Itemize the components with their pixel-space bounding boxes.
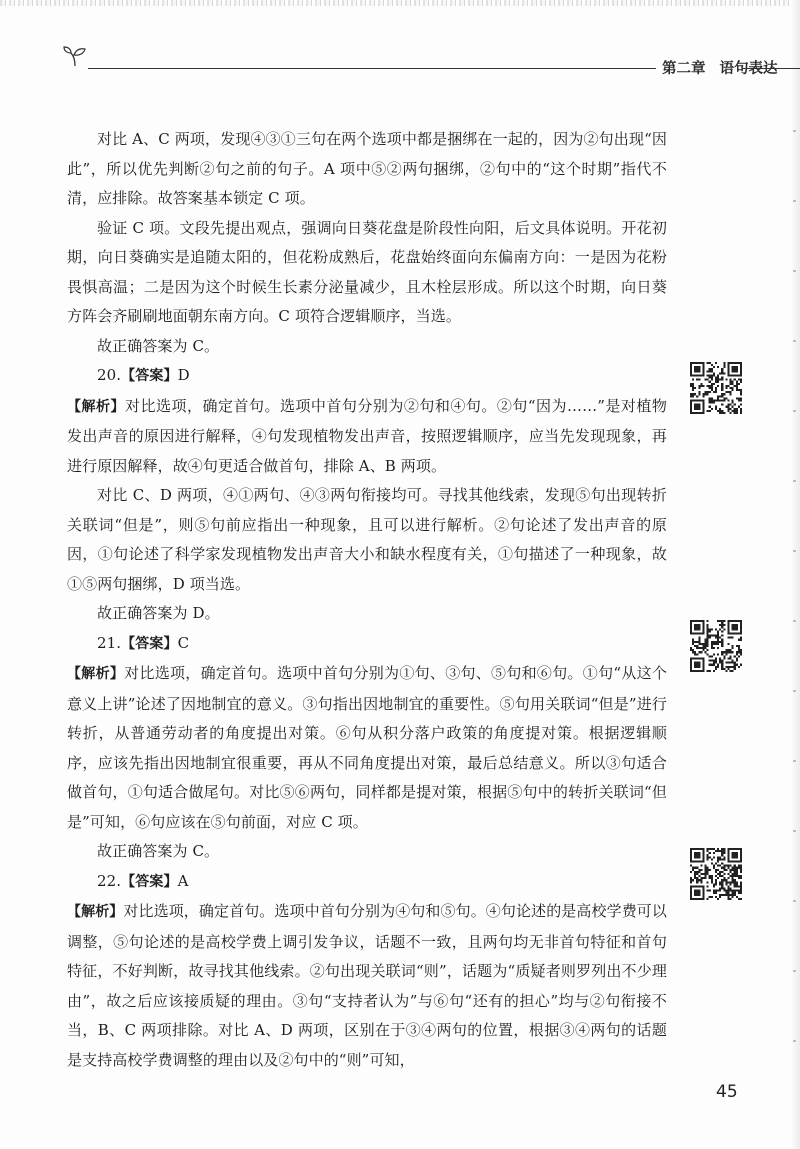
main-text [67,125,667,1075]
page-number: 45 [716,1082,738,1102]
page-edge-marks [793,90,796,1090]
question-number: 22. [97,871,122,890]
qr-code-graphic [690,620,742,672]
question-20-answer [67,361,667,392]
qr-code-icon[interactable] [690,848,742,900]
paragraph: 故正确答案为 C。 [97,336,220,355]
leaf-icon [62,44,88,68]
qr-code-graphic [690,362,742,414]
header-rule [88,68,656,69]
answer-label: 【答案】 [121,635,178,652]
conclusion: 故正确答案为 D。 [97,604,220,622]
page-header [62,40,800,80]
answer-value: C [177,633,190,652]
question-20-analysis [67,392,667,482]
paragraph: 验证 C 项。文段先提出观点，强调向日葵花盘是阶段性向阳，后文具体说明。开花初期，向日葵确实是追随太阳的，但花粉成熟后，花盘始终面向东偏南方向：一是因为花粉畏惧高温；二是因为这个时候生长素分泌量减少，且木栓层形成。所以这个时期，向日葵方阵会齐刷刷地面朝东南方向。C 项符合逻辑顺序，当选。 [67,218,667,325]
answer-value: D [177,366,190,384]
qr-code-icon[interactable] [690,362,742,414]
question-number: 20. [97,366,122,384]
qr-code-icon[interactable] [690,620,742,672]
question-number: 21. [97,633,122,652]
analysis-label: 【解析】 [67,904,124,920]
analysis-text: 对比选项，确定首句。选项中首句分别为②句和④句。②句“因为……”是对植物发出声音的原因进行解释，④句发现植物发出声音，按照逻辑顺序，应当先发现现象，再进行原因解释，故④句更适合做首句，排除 A、B 两项。 [67,396,667,475]
paragraph: 对比 A、C 两项，发现④③①三句在两个选项中都是捆绑在一起的，因为②句出现“因此”，所以优先判断②句之前的句子。A 项中⑤②两句捆绑，②句中的“这个时期”指代不清，应排除。故答案基本锁定 C 项。 [67,130,667,207]
analysis-label: 【解析】 [67,398,125,415]
qr-code-graphic [690,848,742,900]
question-22-analysis [67,897,667,1075]
chapter-number: 第二章 [662,61,706,77]
scan-edge [0,0,800,6]
analysis-text: 对比选项，确定首句。选项中首句分别为①句、③句、⑤句和⑥句。①句“从这个意义上讲”论述了因地制宜的意义。③句指出因地制宜的重要性。⑤句用关联词“但是”进行转折，从普通劳动者的角度提出对策。⑥句从积分落户政策的角度提对策。根据逻辑顺序，应该先指出因地制宜很重要，再从不同角度提出对策，最后总结意义。所以③句适合做首句，①句适合做尾句。对比⑤⑥两句，同样都是提对策，根据⑤句中的转折关联词“但是”可知，⑥句应该在⑤句前面，对应 C 项。 [67,664,667,831]
header-rule-tail [742,68,800,69]
question-21-analysis [67,659,667,837]
question-22-answer [67,867,667,898]
paragraph: 对比 C、D 两项，④①两句、④③两句衔接均可。寻找其他线索，发现⑤句出现转折关联词“但是”，则⑤句前应指出一种现象，且可以进行解析。②句论述了发出声音的原因，①句论述了科学家发现植物发出声音大小和缺水程度有关，①句描述了一种现象，故①⑤两句捆绑，D 项当选。 [67,486,667,593]
chapter-title: 语句表达 [719,61,778,77]
question-21-answer [67,629,667,660]
answer-value: A [177,871,189,890]
answer-label: 【答案】 [121,368,178,384]
answer-label: 【答案】 [121,873,178,890]
analysis-label: 【解析】 [67,666,125,682]
analysis-text: 对比选项，确定首句。选项中首句分别为④句和⑤句。④句论述的是高校学费可以调整，⑤句论述的是高校学费上调引发争议，话题不一致，且两句均无非首句特征和首句特征，不好判断，故寻找其他线索。②句出现关联词“则”，话题为“质疑者则罗列出不少理由”，故之后应该接质疑的理由。③句“支持者认为”与⑥句“还有的担心”均与②句衔接不当，B、C 两项排除。对比 A、D 两项，区别在于③④两句的位置，根据③④两句的话题是支持高校学费调整的理由以及②句中的“则”可知， [67,902,668,1069]
conclusion: 故正确答案为 C。 [97,842,220,860]
